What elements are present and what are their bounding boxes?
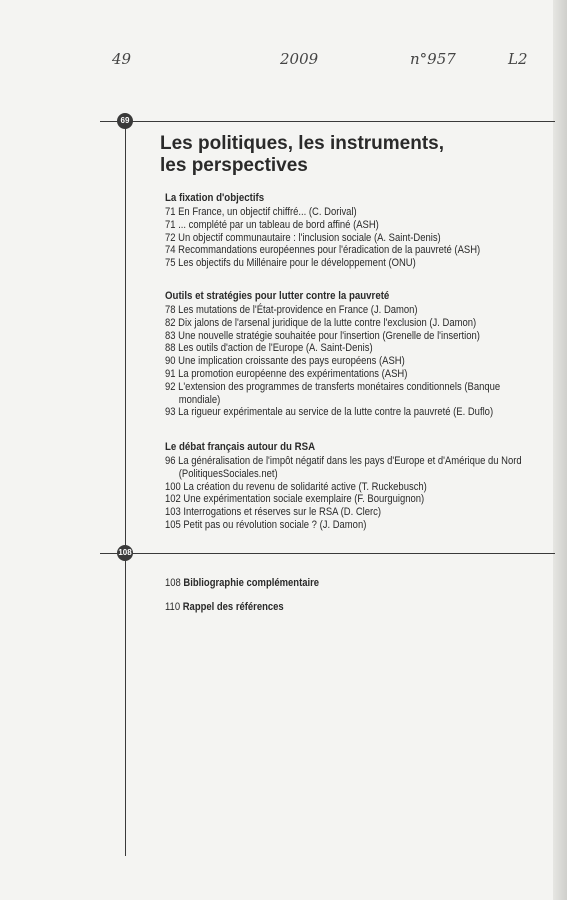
toc-entry[interactable] [165,257,500,270]
entry-text: Interrogations et réserves sur le RSA (D. Clerc) [183,506,382,519]
toc-entry[interactable] [165,330,500,343]
handwritten-note: n°957 [410,50,456,68]
section-rsa-debate [165,441,555,532]
section-tools-strategies [165,290,555,419]
vertical-rule [125,121,126,856]
entry-text: La rigueur expérimentale au service de la lutte contre la pauvreté (E. Duflo) [178,406,494,419]
toc-entry[interactable] [165,455,522,468]
entry-text: L'extension des programmes de transferts monétaires conditionnels (Banque [178,380,501,393]
divider-middle [100,553,555,554]
page-edge [553,0,567,900]
entry-page: 110 [165,601,181,613]
entry-page: 72 [165,231,176,244]
entry-text: ... complété par un tableau de bord affiné (ASH) [178,218,379,231]
toc-entry-continuation: (PolitiquesSociales.net) [178,467,278,480]
entry-text: Une expérimentation sociale exemplaire (F. Bourguignon) [183,493,425,506]
toc-entry[interactable] [165,219,500,232]
page-marker-bottom: 108 [117,545,133,561]
handwritten-note: L2 [508,50,528,68]
toc-entry[interactable] [165,381,500,394]
entry-text: Un objectif communautaire : l'inclusion sociale (A. Saint-Denis) [178,231,441,244]
handwritten-note: 49 [112,50,132,68]
title-line: les perspectives [160,155,308,176]
entry-page: 100 [165,480,181,493]
toc-entry[interactable] [165,519,500,532]
entry-page: 93 [165,406,176,419]
entry-page: 108 [165,577,181,589]
toc-entry[interactable] [165,232,500,245]
divider-top [100,121,555,122]
toc-entry[interactable] [165,304,500,317]
entry-text: Dix jalons de l'arsenal juridique de la lutte contre l'exclusion (J. Damon) [178,316,477,329]
page-title [160,133,550,177]
entry-page: 78 [165,304,176,316]
toc-entry-continuation: mondiale) [178,393,221,406]
entry-page: 74 [165,244,176,257]
entry-text: Une nouvelle stratégie souhaitée pour l'insertion (Grenelle de l'insertion) [178,329,480,342]
entry-text: Les outils d'action de l'Europe (A. Saint-Denis) [178,342,373,355]
entry-page: 96 [165,455,176,467]
toc-entry[interactable] [165,506,500,519]
entry-page: 71 [165,218,176,231]
section-objectives [165,192,555,270]
entry-text: Recommandations européennes pour l'éradication de la pauvreté (ASH) [178,244,481,257]
toc-entry[interactable] [165,493,500,506]
entry-page: 82 [165,316,176,329]
entry-page: 75 [165,257,176,270]
handwritten-note: 2009 [280,50,319,68]
toc-entry[interactable] [165,406,500,419]
page-marker-top: 69 [117,113,133,129]
entry-page: 71 [165,206,176,218]
appendix-references[interactable] [165,601,284,613]
toc-entry[interactable] [165,317,500,330]
entry-text: Rappel des références [182,601,284,613]
toc-entry[interactable] [165,355,500,368]
entry-text: La création du revenu de solidarité active (T. Ruckebusch) [183,480,427,493]
section-heading: Le débat français autour du RSA [165,441,316,453]
toc-entry[interactable] [165,481,500,494]
title-line: Les politiques, les instruments, [160,133,445,154]
entry-text: Les objectifs du Millénaire pour le développement (ONU) [178,257,416,270]
entry-page: 88 [165,342,176,355]
toc-entry[interactable] [165,342,500,355]
entry-text: Une implication croissante des pays européens (ASH) [178,355,405,368]
entry-text: Les mutations de l'État-providence en France (J. Damon) [178,304,418,316]
entry-page: 83 [165,329,176,342]
section-heading: La fixation d'objectifs [165,192,265,204]
entry-page: 91 [165,367,176,380]
entry-page: 90 [165,355,176,368]
entry-text: La promotion européenne des expérimentations (ASH) [178,367,408,380]
toc-entry[interactable] [165,244,500,257]
entry-text: La généralisation de l'impôt négatif dans les pays d'Europe et d'Amérique du Nord [178,455,522,467]
entry-text: Petit pas ou révolution sociale ? (J. Damon) [183,518,367,531]
toc-entry[interactable] [165,368,500,381]
entry-text: En France, un objectif chiffré... (C. Dorival) [178,206,357,218]
toc-entry[interactable] [165,206,500,219]
appendix-bibliography[interactable] [165,577,319,589]
section-heading: Outils et stratégies pour lutter contre la pauvreté [165,290,390,302]
entry-page: 92 [165,380,176,393]
entry-page: 103 [165,506,181,519]
entry-page: 102 [165,493,181,506]
entry-page: 105 [165,518,181,531]
entry-text: Bibliographie complémentaire [183,577,320,589]
